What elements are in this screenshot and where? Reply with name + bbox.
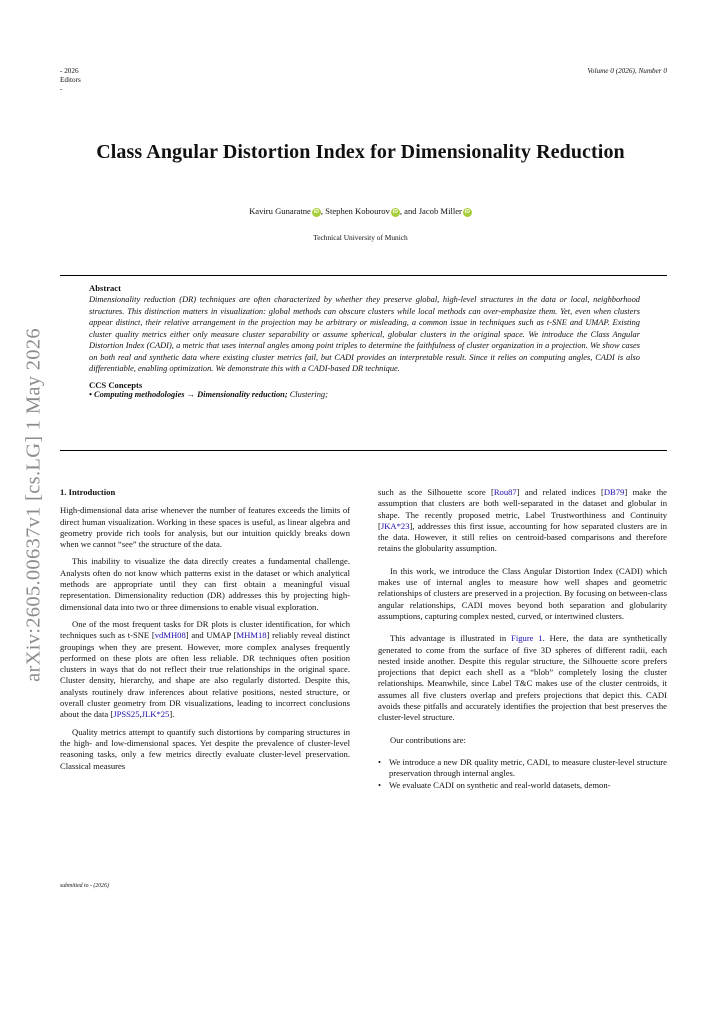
citation-link[interactable]: Rou87 <box>493 487 517 497</box>
header-volume: Volume 0 (2026), Number 0 <box>587 67 667 75</box>
paragraph: High-dimensional data arise whenever the number of features exceeds the limits of direct human visualization. Working in these spaces is useful, as linear algebra and geometry provide rich tools for analysis, but our intuition quickly breaks down when we cannot “see” the structure of the data. <box>60 505 350 550</box>
arxiv-stamp <box>4 305 64 705</box>
text-run: ] reliably reveal distinct groupings when they are present. However, more complex analyses frequently performed on these plots are often less reliable. DR techniques often position clusters in ways that do not reflect their true relationships in the original space. Cluster density, hierarchy, and shape are also regularly distorted. Despite this, analysts routinely draw inferences about relative positions, nested structure, or overall cluster geometry from DR visualizations, leading to incorrect conclusions about the data [ <box>60 630 350 720</box>
orcid-icon[interactable]: iD <box>392 209 398 215</box>
paragraph: One of the most frequent tasks for DR plots is cluster identification, for which techniques such as t-SNE [vdMH08] and UMAP [MHM18] reliably reveal distinct groupings when they are present. However, more complex analyses frequently performed on these plots are often less reliable. DR techniques often position clusters in ways that do not reflect their true relationships in the original space. Cluster density, hierarchy, and shape are also regularly distorted. Despite this, analysts routinely draw inferences about relative positions, nested structure, or overall cluster geometry from DR visualizations, leading to incorrect conclusions about the data [JPSS25,JLK*25]. <box>60 618 350 720</box>
ccs-bullet: • <box>89 389 95 399</box>
citation-link[interactable]: JLK*25 <box>141 709 170 720</box>
list-item: • We evaluate CADI on synthetic and real-world datasets, demon- <box>378 780 667 791</box>
paragraph: This inability to visualize the data directly creates a fundamental challenge. Analysts often do not know which patterns exist in the dataset or which analytical methods are appropriate until they can first obtain a meaningful visual representation. Dimensionality reduction (DR) addresses this by projecting high-dimensional data into two or three dimensions to enable visual exploration. <box>60 556 350 612</box>
header-editors: Editors <box>60 76 81 84</box>
header-year: - 2026 <box>60 67 79 75</box>
figure-link[interactable]: Figure 1 <box>511 633 543 644</box>
paragraph: In this work, we introduce the Class Angular Distortion Index (CADI) which makes use of internal angles to measure how well shapes and geometric relationships of clusters are preserved in a projection. By focusing on between-class angular relationships, CADI moves beyond both separation and globularity assumptions, capturing complex nested, curved, or intertwined clusters. <box>378 565 667 621</box>
ccs-term-1: Computing methodologies <box>94 389 185 399</box>
section-heading: 1. Introduction <box>60 487 116 497</box>
text-run: ] make the assumption that clusters are both well-separated in the dataset and globular in shape. The recently proposed metric, Label Trustworthiness and Continuity [ <box>378 487 667 531</box>
contribution-list <box>378 757 667 791</box>
author-list <box>0 206 721 217</box>
ccs-arrow: → <box>184 389 198 399</box>
citation-link[interactable]: JKA*23 <box>380 520 410 531</box>
citation-link[interactable]: DB79 <box>603 487 625 497</box>
text-run: ] and UMAP [ <box>185 630 237 641</box>
text-run: ], addresses this first issue, accounting for how separated clusters are in the data. However, it still relies on centroid-based comparisons and therefore retains the globularity assumption. <box>378 520 667 554</box>
paper-title: Class Angular Distortion Index for Dimensionality Reduction <box>96 141 625 163</box>
right-column <box>378 487 667 791</box>
text-run: such as the Silhouette score [ <box>378 487 494 497</box>
ccs-concepts <box>89 390 640 399</box>
paragraph: Our contributions are: <box>390 734 466 745</box>
list-item: • We introduce a new DR quality metric, CADI, to measure cluster-level structure preservation through internal angles. <box>378 757 667 780</box>
paragraph: Quality metrics attempt to quantify such distortions by comparing structures in the high- and low-dimensional spaces. Yet despite the prevalence of cluster-level reasoning tasks, only a few metrics directly evaluate cluster-level preservation. Classical measures <box>60 726 350 771</box>
text-run: ] and related indices [ <box>516 487 604 497</box>
author-2: , Stephen Kobourov <box>320 206 390 216</box>
abstract-text: Dimensionality reduction (DR) techniques are often characterized by whether they preserve global, high-level structures in the data or local, neighborhood structures. This distinction matters in visualization: global methods can obscure clusters while local methods can over-emphasize them. Yet, even when clusters appear distinct, their relative arrangement in the projection may be arbitrary or misleading, a common issue in techniques such as t-SNE and UMAP. Existing cluster quality metrics either only measure cluster separability or assume spherical, globular clusters in the original space. We introduce the Class Angular Distortion Index (CADI), a metric that uses internal angles among point triples to determine the faithfulness of cluster organization in a projection. We show cases on both real and synthetic data where existing cluster metrics fail, but CADI provides an interpretable result. Since it relies on computing angles, CADI is also differentiable, enabling optimization. We demonstrate this with a CADI-based DR technique. <box>89 295 640 373</box>
citation-link[interactable]: vdMH08 <box>154 630 186 641</box>
paragraph <box>378 487 667 555</box>
header-dash: - <box>60 85 63 93</box>
ccs-term-3: Clustering; <box>287 389 328 399</box>
ccs-heading: CCS Concepts <box>89 379 143 390</box>
text-run: ]. <box>169 709 175 720</box>
abstract <box>89 283 640 399</box>
citation-link[interactable]: JPSS25 <box>113 709 140 720</box>
paragraph <box>378 633 667 723</box>
top-rule <box>60 275 667 276</box>
author-1: Kaviru Gunaratne <box>249 206 311 216</box>
abstract-heading: Abstract <box>89 283 121 293</box>
footer: submitted to - (2026) <box>60 883 109 889</box>
citation-link[interactable]: MHM18 <box>236 630 267 641</box>
bottom-rule <box>60 450 667 451</box>
text-run: This advantage is illustrated in <box>390 633 512 644</box>
text-run: . Here, the data are synthetically generated to come from the surface of five 3D spheres of different radii, each nested inside another. Despite this regular structure, the Silhouette score prefers projections that depict each shell as a “blob” completely losing the cluster relationships. Meanwhile, since Label T&C makes use of the cluster centroids, it assumes all five clusters overlap and prefers projections that depict this. CADI avoids these pitfalls and accurately identifies the projection that best preserves the cluster-level structure. <box>378 633 668 723</box>
ccs-term-2: Dimensionality reduction; <box>197 389 288 399</box>
arxiv-id[interactable]: arXiv:2605.00637v1 [cs.LG] 1 May 2026 <box>22 328 45 682</box>
affiliation: Technical University of Munich <box>313 233 408 242</box>
left-column <box>60 487 350 772</box>
orcid-icon[interactable]: iD <box>313 209 319 215</box>
header-left <box>60 67 81 94</box>
orcid-icon[interactable]: iD <box>464 209 470 215</box>
author-3: , and Jacob Miller <box>399 206 462 216</box>
text-run: One of the most frequent tasks for DR plots is cluster identification, for which techniques such as t-SNE [ <box>60 618 350 641</box>
